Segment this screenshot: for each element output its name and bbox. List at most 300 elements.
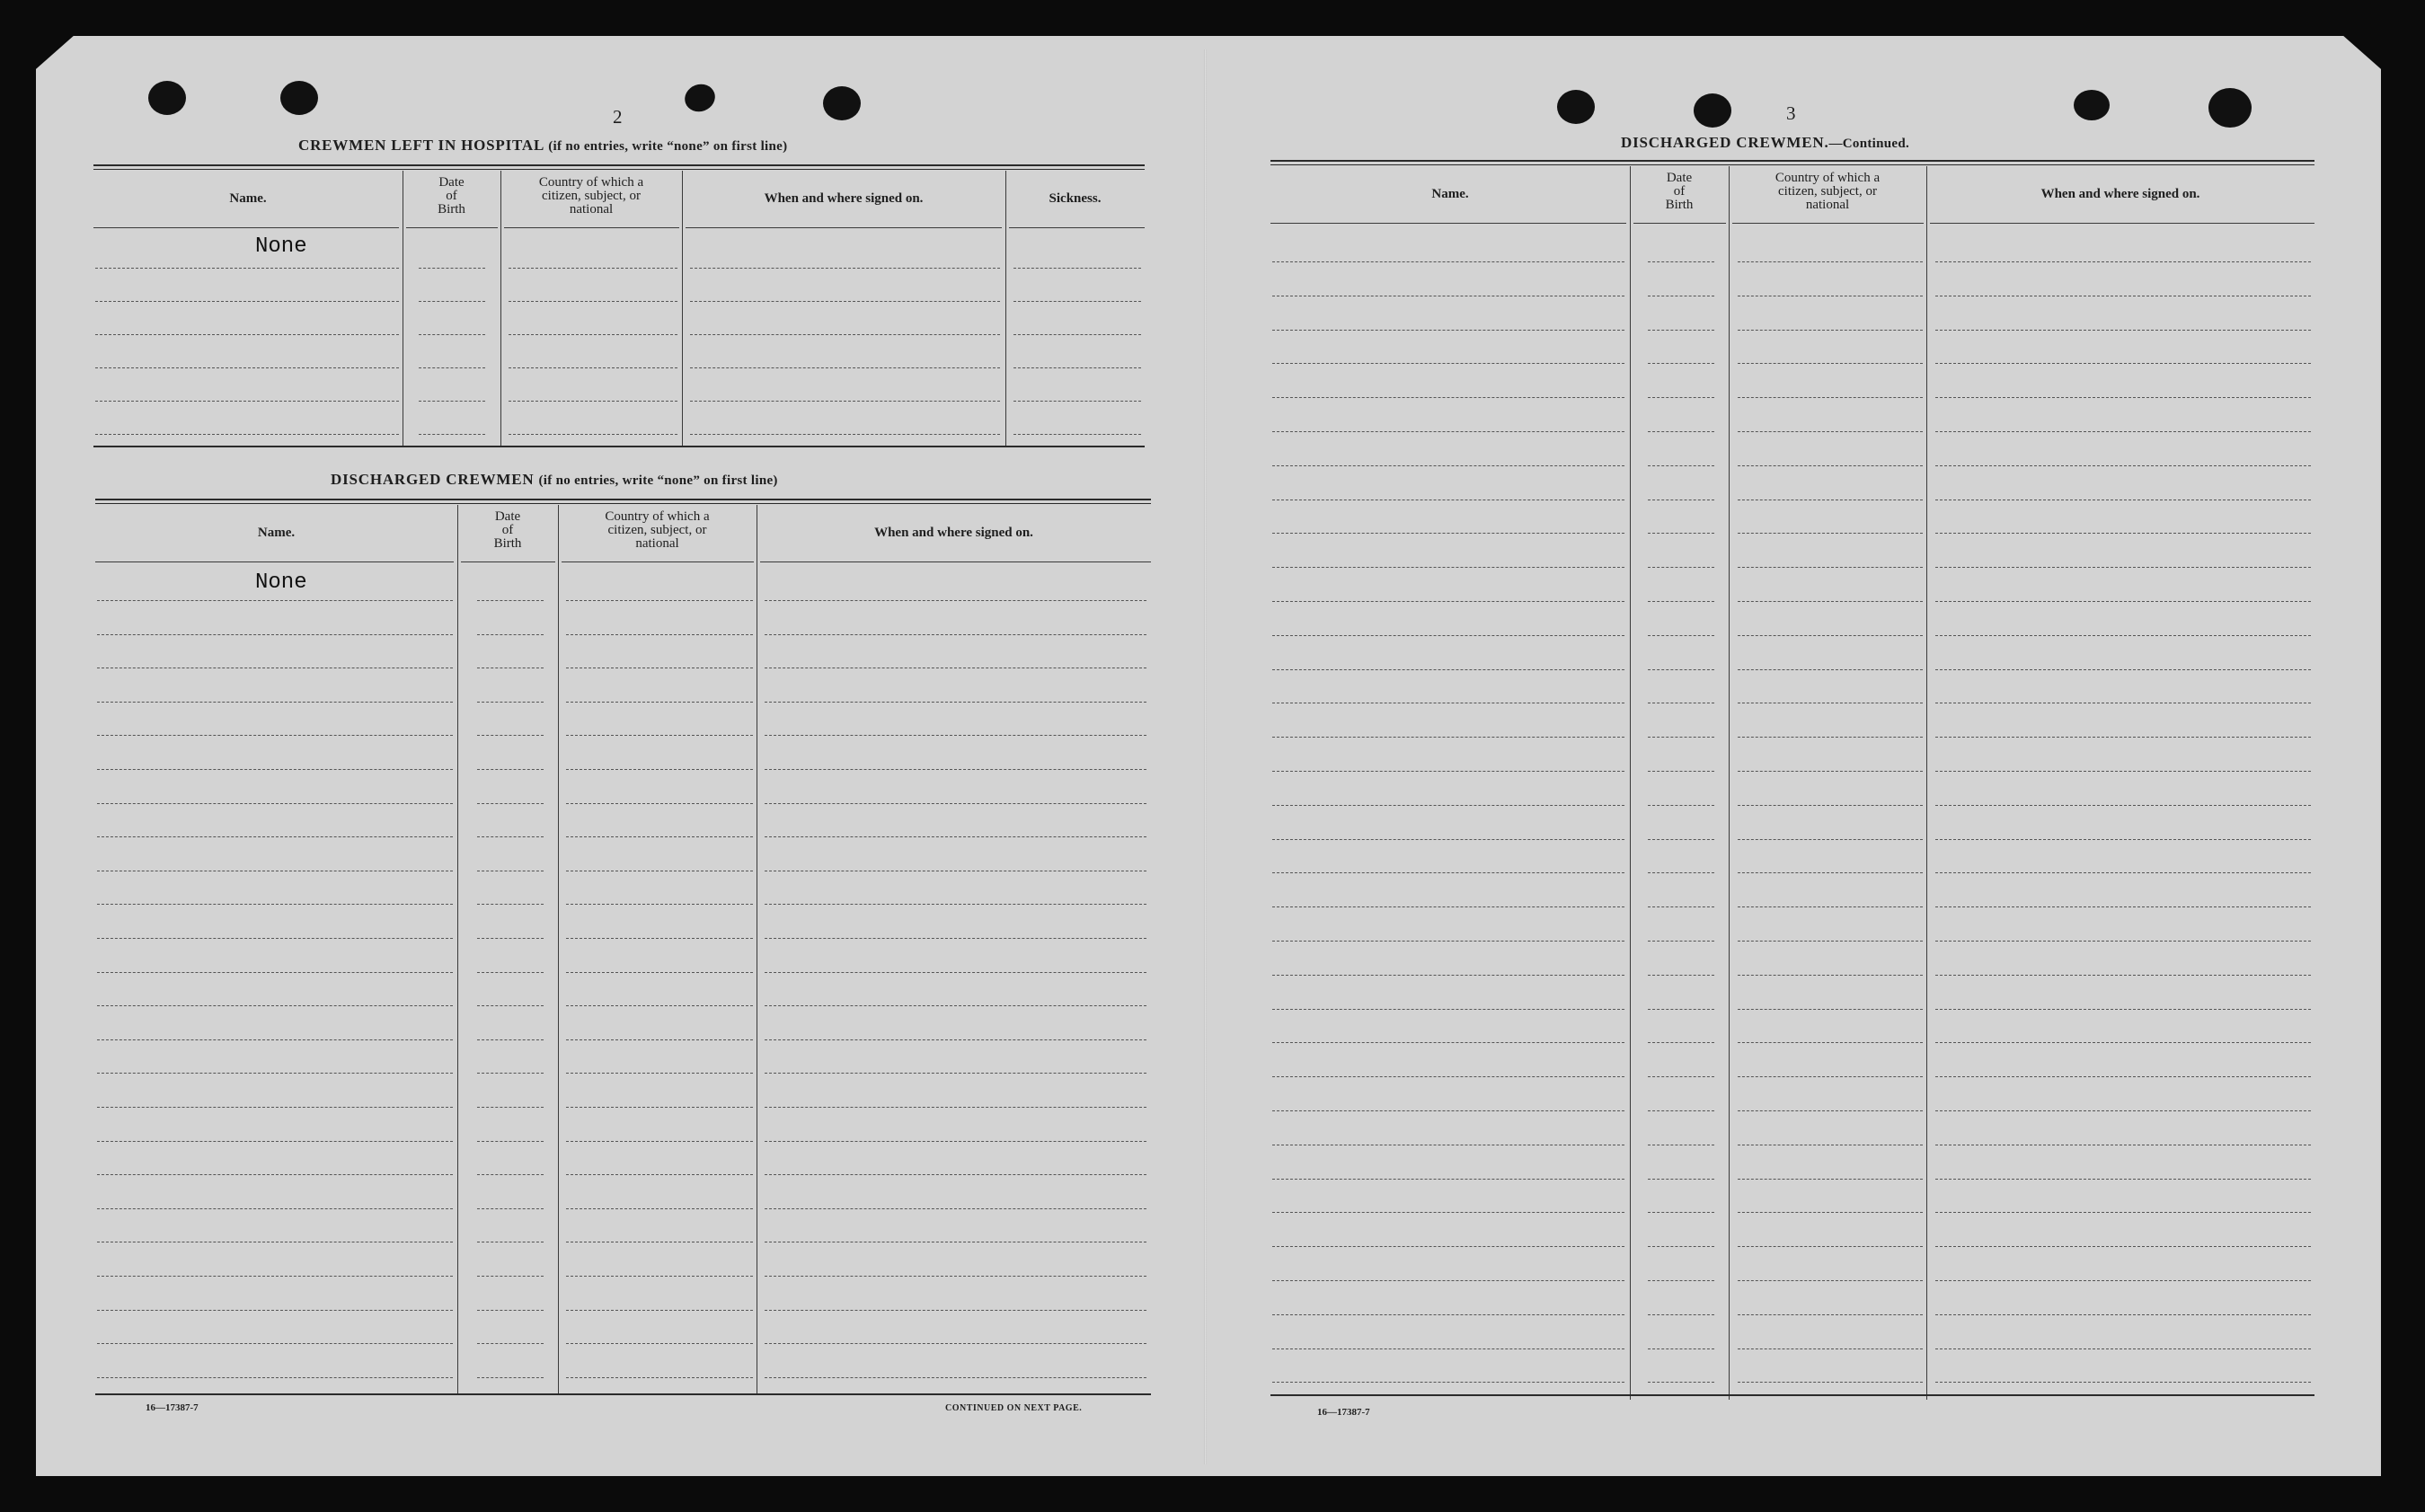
header-line: of <box>501 523 514 537</box>
entry-line <box>765 836 1146 837</box>
column-header-country <box>500 176 682 217</box>
column-header-signed: When and where signed on. <box>874 526 1033 540</box>
entry-line <box>566 972 753 973</box>
entry-line <box>690 401 1000 402</box>
section-title-discharged <box>331 471 778 489</box>
entry-line <box>1935 975 2311 976</box>
punch-hole <box>2074 90 2110 120</box>
entry-line <box>1272 431 1624 432</box>
entry-line <box>1935 635 2311 636</box>
entry-line <box>1738 669 1923 670</box>
entry-line <box>1935 941 2311 942</box>
column-divider <box>1729 166 1730 1400</box>
entry-line <box>477 1039 544 1040</box>
entry-line <box>1272 975 1624 976</box>
entry-line <box>1935 567 2311 568</box>
entry-line <box>1013 301 1141 302</box>
entry-line <box>690 334 1000 335</box>
header-line: of <box>1673 184 1686 199</box>
section-subtitle: (if no entries, write “none” on first line) <box>548 139 788 154</box>
entry-line <box>1738 1076 1923 1077</box>
entry-line <box>765 702 1146 703</box>
entry-line <box>97 634 453 635</box>
header-underline <box>504 227 679 228</box>
entry-line <box>566 1276 753 1277</box>
entry-line <box>477 1377 544 1378</box>
column-header-country <box>1729 172 1926 212</box>
entry-line <box>566 735 753 736</box>
entry-line <box>419 401 485 402</box>
entry-line <box>1738 1110 1923 1111</box>
entry-line <box>1013 334 1141 335</box>
entry-line <box>477 972 544 973</box>
entry-line <box>97 1343 453 1344</box>
entry-line <box>566 600 753 601</box>
header-line: citizen, subject, or <box>1778 184 1877 199</box>
header-underline <box>1009 227 1145 228</box>
entry-line <box>477 904 544 905</box>
entry-line <box>477 1310 544 1311</box>
entry-line <box>95 301 399 302</box>
entry-line <box>97 972 453 973</box>
entry-line <box>509 401 677 402</box>
entry-line <box>1935 737 2311 738</box>
entry-line <box>1648 975 1714 976</box>
entry-line <box>566 1039 753 1040</box>
entry-line <box>765 769 1146 770</box>
discharged-table <box>95 499 1151 1395</box>
entry-line <box>1648 431 1714 432</box>
entry-line <box>1738 1314 1923 1315</box>
table-rule <box>1270 160 2314 162</box>
entry-line <box>1738 975 1923 976</box>
entry-line <box>1648 1246 1714 1247</box>
entry-line <box>1935 1314 2311 1315</box>
section-title-text: CREWMEN LEFT IN HOSPITAL <box>298 137 544 154</box>
table-rule <box>95 499 1151 500</box>
entry-line <box>765 1174 1146 1175</box>
entry-line <box>765 1107 1146 1108</box>
form-code: 16—17387-7 <box>146 1402 199 1413</box>
entry-line <box>1272 567 1624 568</box>
header-line: citizen, subject, or <box>607 523 707 537</box>
entry-line <box>97 803 453 804</box>
entry-line <box>1272 533 1624 534</box>
entry-line <box>566 769 753 770</box>
header-line: national <box>1805 198 1850 212</box>
punch-hole <box>823 86 861 120</box>
entry-line <box>765 1039 1146 1040</box>
entry-line <box>566 1377 753 1378</box>
entry-line <box>1935 1110 2311 1111</box>
entry-line <box>1738 465 1923 466</box>
header-line: of <box>446 189 457 203</box>
entry-line <box>419 268 485 269</box>
entry-line <box>477 1005 544 1006</box>
entry-line <box>1272 1314 1624 1315</box>
entry-line <box>1738 1246 1923 1247</box>
entry-line <box>566 1141 753 1142</box>
entry-line <box>97 600 453 601</box>
entry-line <box>1648 465 1714 466</box>
entry-line <box>566 1005 753 1006</box>
entry-line <box>95 268 399 269</box>
table-rule <box>93 446 1145 447</box>
header-line: Country of which a <box>538 175 644 190</box>
entry-line <box>477 1276 544 1277</box>
page-number: 3 <box>1786 102 1796 124</box>
entry-line <box>1648 635 1714 636</box>
column-header-country <box>558 510 757 551</box>
entry-line <box>1935 363 2311 364</box>
entry-line <box>1272 1280 1624 1281</box>
punch-hole <box>1694 93 1731 128</box>
entry-line <box>765 1343 1146 1344</box>
header-underline <box>686 227 1002 228</box>
entry-line <box>97 1276 453 1277</box>
entry-line <box>1648 805 1714 806</box>
entry-line <box>1738 1179 1923 1180</box>
entry-line <box>765 1310 1146 1311</box>
form-code: 16—17387-7 <box>1317 1407 1370 1418</box>
name-entry: None <box>255 570 307 595</box>
entry-line <box>1013 268 1141 269</box>
entry-line <box>765 1005 1146 1006</box>
entry-line <box>1738 567 1923 568</box>
entry-line <box>477 769 544 770</box>
entry-line <box>1013 434 1141 435</box>
entry-line <box>1738 1212 1923 1213</box>
entry-line <box>1648 601 1714 602</box>
entry-line <box>566 1073 753 1074</box>
column-header-signed: When and where signed on. <box>764 191 924 206</box>
entry-line <box>1648 1110 1714 1111</box>
entry-line <box>1738 601 1923 602</box>
entry-line <box>1648 941 1714 942</box>
entry-line <box>1738 363 1923 364</box>
header-line: Country of which a <box>1774 171 1881 185</box>
table-rule <box>1270 164 2314 165</box>
entry-line <box>1738 941 1923 942</box>
entry-line <box>1648 533 1714 534</box>
column-header-name: Name. <box>1431 187 1469 201</box>
header-underline <box>1732 223 1924 224</box>
section-subtitle: (if no entries, write “none” on first line) <box>538 473 778 488</box>
entry-line <box>1272 906 1624 907</box>
entry-line <box>1738 261 1923 262</box>
entry-line <box>1272 1348 1624 1349</box>
entry-line <box>1935 906 2311 907</box>
column-divider <box>1005 171 1006 447</box>
entry-line <box>97 1073 453 1074</box>
entry-line <box>1272 805 1624 806</box>
entry-line <box>1648 1348 1714 1349</box>
column-header-name: Name. <box>257 526 296 540</box>
entry-line <box>1738 1348 1923 1349</box>
entry-line <box>1272 771 1624 772</box>
entry-line <box>1738 330 1923 331</box>
page-fold <box>1204 49 1207 1464</box>
entry-line <box>1935 1042 2311 1043</box>
entry-line <box>419 367 485 368</box>
entry-line <box>1272 669 1624 670</box>
entry-line <box>1935 1009 2311 1010</box>
entry-line <box>97 702 453 703</box>
entry-line <box>1648 1179 1714 1180</box>
entry-line <box>1738 1009 1923 1010</box>
entry-line <box>509 301 677 302</box>
entry-line <box>1648 872 1714 873</box>
entry-line <box>1272 363 1624 364</box>
column-header-name: Name. <box>229 191 267 206</box>
entry-line <box>765 904 1146 905</box>
entry-line <box>97 1141 453 1142</box>
entry-line <box>1935 1348 2311 1349</box>
column-divider <box>1926 166 1927 1400</box>
entry-line <box>1272 465 1624 466</box>
entry-line <box>477 634 544 635</box>
entry-line <box>1738 1280 1923 1281</box>
entry-line <box>509 434 677 435</box>
column-divider <box>457 505 458 1395</box>
header-underline <box>1633 223 1726 224</box>
entry-line <box>477 1141 544 1142</box>
header-underline <box>95 561 454 562</box>
entry-line <box>765 972 1146 973</box>
entry-line <box>1648 363 1714 364</box>
entry-line <box>1935 601 2311 602</box>
column-divider <box>558 505 559 1395</box>
entry-line <box>1272 839 1624 840</box>
entry-line <box>765 735 1146 736</box>
entry-line <box>97 938 453 939</box>
table-rule <box>1270 1394 2314 1396</box>
entry-line <box>566 938 753 939</box>
table-rule <box>93 169 1145 170</box>
entry-line <box>477 1107 544 1108</box>
column-header-signed: When and where signed on. <box>2040 187 2200 201</box>
entry-line <box>95 434 399 435</box>
entry-line <box>690 268 1000 269</box>
entry-line <box>1935 1246 2311 1247</box>
punch-hole <box>2208 88 2252 128</box>
entry-line <box>1648 771 1714 772</box>
entry-line <box>509 367 677 368</box>
entry-line <box>1935 1382 2311 1383</box>
entry-line <box>566 803 753 804</box>
entry-line <box>1272 601 1624 602</box>
header-underline <box>93 227 399 228</box>
header-line: Date <box>438 175 465 190</box>
column-divider <box>1630 166 1631 1400</box>
header-line: Birth <box>1665 198 1694 212</box>
entry-line <box>1648 1042 1714 1043</box>
entry-line <box>566 702 753 703</box>
entry-line <box>477 1208 544 1209</box>
entry-line <box>1648 737 1714 738</box>
entry-line <box>765 1208 1146 1209</box>
entry-line <box>1272 330 1624 331</box>
entry-line <box>1738 771 1923 772</box>
entry-line <box>1272 397 1624 398</box>
entry-line <box>566 634 753 635</box>
entry-line <box>1738 906 1923 907</box>
entry-line <box>1272 1246 1624 1247</box>
entry-line <box>1935 397 2311 398</box>
entry-line <box>690 367 1000 368</box>
entry-line <box>1648 1382 1714 1383</box>
entry-line <box>419 434 485 435</box>
entry-line <box>95 401 399 402</box>
entry-line <box>1935 805 2311 806</box>
entry-line <box>1935 261 2311 262</box>
entry-line <box>1738 635 1923 636</box>
entry-line <box>1935 330 2311 331</box>
entry-line <box>1648 1009 1714 1010</box>
entry-line <box>1935 669 2311 670</box>
entry-line <box>1935 1280 2311 1281</box>
header-line: Date <box>494 509 521 524</box>
entry-line <box>1272 737 1624 738</box>
punch-hole <box>280 81 318 115</box>
entry-line <box>1272 1110 1624 1111</box>
entry-line <box>1648 567 1714 568</box>
entry-line <box>765 634 1146 635</box>
continued-note: CONTINUED ON NEXT PAGE. <box>945 1403 1083 1413</box>
entry-line <box>97 1005 453 1006</box>
table-rule <box>93 164 1145 166</box>
entry-line <box>509 268 677 269</box>
entry-line <box>1935 465 2311 466</box>
entry-line <box>1648 261 1714 262</box>
entry-line <box>1648 1212 1714 1213</box>
entry-line <box>1738 737 1923 738</box>
entry-line <box>765 600 1146 601</box>
entry-line <box>690 434 1000 435</box>
entry-line <box>765 1141 1146 1142</box>
entry-line <box>477 1174 544 1175</box>
table-rule <box>95 503 1151 504</box>
hospital-table <box>93 164 1145 447</box>
entry-line <box>1013 401 1141 402</box>
name-entry: None <box>255 234 307 259</box>
entry-line <box>1935 533 2311 534</box>
column-header-sickness: Sickness. <box>1049 191 1102 206</box>
entry-line <box>1648 1280 1714 1281</box>
entry-line <box>1738 805 1923 806</box>
discharged-continued-table <box>1270 160 2314 1400</box>
entry-line <box>1935 839 2311 840</box>
entry-line <box>1648 1314 1714 1315</box>
entry-line <box>477 735 544 736</box>
entry-line <box>1935 1212 2311 1213</box>
section-title-hospital <box>298 137 787 155</box>
section-title-discharged-continued <box>1621 134 1909 152</box>
entry-line <box>477 803 544 804</box>
header-line: Birth <box>438 202 465 217</box>
entry-line <box>1648 669 1714 670</box>
section-title-text: DISCHARGED CREWMEN <box>331 471 535 488</box>
entry-line <box>95 367 399 368</box>
entry-line <box>477 1073 544 1074</box>
entry-line <box>1935 872 2311 873</box>
entry-line <box>419 301 485 302</box>
entry-line <box>1272 1076 1624 1077</box>
entry-line <box>1738 839 1923 840</box>
entry-line <box>1738 397 1923 398</box>
entry-line <box>1738 533 1923 534</box>
entry-line <box>1272 941 1624 942</box>
entry-line <box>477 836 544 837</box>
entry-line <box>566 836 753 837</box>
entry-line <box>1648 330 1714 331</box>
entry-line <box>1272 1009 1624 1010</box>
entry-line <box>1272 1212 1624 1213</box>
entry-line <box>97 1377 453 1378</box>
entry-line <box>97 1107 453 1108</box>
table-rule <box>95 1393 1151 1395</box>
entry-line <box>97 769 453 770</box>
entry-line <box>765 803 1146 804</box>
entry-line <box>477 938 544 939</box>
header-underline <box>1270 223 1626 224</box>
entry-line <box>1272 1179 1624 1180</box>
punch-hole <box>148 81 186 115</box>
entry-line <box>1648 397 1714 398</box>
section-subtitle: —Continued. <box>1828 137 1910 151</box>
entry-line <box>97 1174 453 1175</box>
column-header-dob <box>403 176 500 217</box>
entry-line <box>765 1276 1146 1277</box>
entry-line <box>1935 771 2311 772</box>
entry-line <box>97 1310 453 1311</box>
header-line: Birth <box>493 536 522 551</box>
section-title-text: DISCHARGED CREWMEN. <box>1621 134 1829 151</box>
entry-line <box>1013 367 1141 368</box>
page-number: 2 <box>613 106 623 128</box>
punch-hole <box>1557 90 1595 124</box>
entry-line <box>1738 431 1923 432</box>
entry-line <box>1738 872 1923 873</box>
header-line: national <box>635 536 679 551</box>
header-underline <box>1930 223 2314 224</box>
entry-line <box>690 301 1000 302</box>
entry-line <box>477 1343 544 1344</box>
entry-line <box>1648 839 1714 840</box>
header-underline <box>406 227 498 228</box>
entry-line <box>97 735 453 736</box>
entry-line <box>97 1039 453 1040</box>
header-line: Country of which a <box>605 509 710 524</box>
header-line: Date <box>1666 171 1693 185</box>
header-underline <box>461 561 555 562</box>
column-divider <box>682 171 683 447</box>
entry-line <box>97 1208 453 1209</box>
column-header-dob <box>457 510 558 551</box>
entry-line <box>1272 1042 1624 1043</box>
entry-line <box>566 1343 753 1344</box>
entry-line <box>95 334 399 335</box>
entry-line <box>477 702 544 703</box>
header-line: citizen, subject, or <box>542 189 641 203</box>
entry-line <box>1935 431 2311 432</box>
entry-line <box>1648 906 1714 907</box>
entry-line <box>1738 1382 1923 1383</box>
entry-line <box>1272 635 1624 636</box>
header-line: national <box>569 202 614 217</box>
entry-line <box>765 1377 1146 1378</box>
entry-line <box>765 938 1146 939</box>
